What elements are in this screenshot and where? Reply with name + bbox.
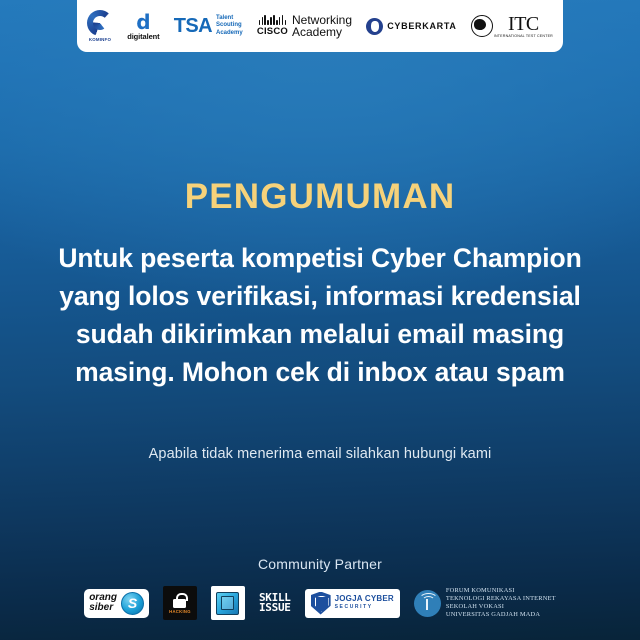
logo-kominfo-label: KOMINFO [88, 37, 112, 42]
announcement-content [0, 52, 640, 640]
announcement-body: Untuk peserta kompetisi Cyber Champion yang lolos verifikasi, informasi kredensial sudah dikirimkan melalui email masing masing. Mohon cek di inbox atau spam [58, 243, 582, 387]
jogja-cyber-line-2: SECURITY [334, 604, 373, 610]
cyberkarta-icon [366, 18, 383, 35]
tsa-sub-line-1: Talent [215, 15, 234, 22]
itc-globe-icon [471, 15, 493, 37]
logo-networking-academy-label [292, 14, 352, 39]
community-partner-heading: Community Partner [258, 556, 382, 572]
logo-digitalent-label: digitalent [127, 31, 160, 41]
ugm-line-1: FORUM KOMUNIKASI [445, 586, 515, 594]
ugm-forum-icon [414, 590, 441, 617]
orang-siber-line-1: orang [89, 592, 117, 603]
logo-itc-subtitle: INTERNATIONAL TEST CENTER [493, 33, 553, 38]
logo-cyberkarta-label: CYBERKARTA [387, 21, 457, 31]
sponsor-logo-bar [77, 0, 563, 52]
community-logo-orang-siber [84, 589, 149, 618]
logo-digitalent [127, 9, 160, 41]
ugm-forum-text [446, 587, 556, 620]
jogja-cyber-shield-icon [311, 592, 331, 615]
logo-itc-text [493, 12, 553, 38]
logo-tsa-subtitle [216, 15, 243, 37]
skill-issue-line-1: SKILL [258, 591, 291, 604]
kominfo-wave-icon [87, 10, 113, 36]
skill-issue-icon [259, 593, 291, 613]
jogja-cyber-text [335, 594, 394, 612]
digitalent-icon: d [136, 9, 151, 34]
ugm-line-2: TEKNOLOGI REKAYASA INTERNET [445, 594, 556, 602]
logo-kominfo [87, 10, 113, 42]
orang-siber-text [89, 593, 117, 613]
orang-siber-chip [84, 589, 149, 618]
cisco-bridge-icon [259, 15, 287, 25]
ugm-forum-logo [414, 587, 556, 620]
logo-itc-label: ITC [508, 12, 539, 35]
jogja-cyber-line-1: JOGJA CYBER [334, 594, 394, 603]
community-partner-logos [0, 582, 640, 624]
padlock-chip [163, 586, 197, 620]
logo-cisco-networking-academy [257, 14, 352, 39]
orang-siber-line-2: siber [89, 602, 114, 613]
cube-box-icon [216, 592, 239, 615]
padlock-caption: HACKING [169, 608, 191, 614]
ugm-line-3: SEKOLAH VOKASI [445, 603, 505, 610]
logo-cisco-label: CISCO [256, 26, 288, 37]
orang-siber-icon [121, 592, 144, 615]
community-logo-ugm-forum [414, 587, 556, 620]
community-logo-skill-issue [259, 593, 291, 613]
tsa-sub-line-3: Academy [215, 29, 243, 36]
page-title: PENGUMUMAN [184, 177, 456, 216]
cisco-icon [257, 15, 288, 37]
cisco-line-1: Networking [291, 12, 353, 27]
logo-cyberkarta [366, 18, 456, 35]
jogja-cyber-chip [305, 589, 400, 618]
logo-tsa [174, 15, 243, 38]
community-logo-jogja-cyber-security [305, 589, 400, 618]
community-logo-lock [163, 586, 197, 620]
skill-issue-line-2: ISSUE [258, 601, 291, 614]
logo-tsa-label: TSA [173, 14, 212, 37]
ugm-line-4: UNIVERSITAS GADJAH MADA [445, 611, 541, 619]
cisco-line-2: Academy [291, 25, 343, 39]
announcement-subnote: Apabila tidak menerima email silahkan hubungi kami [148, 446, 492, 462]
cube-chip [211, 586, 245, 620]
community-logo-cube [211, 586, 245, 620]
tsa-sub-line-2: Scouting [215, 22, 242, 29]
logo-itc [471, 12, 553, 38]
padlock-icon [173, 593, 186, 608]
